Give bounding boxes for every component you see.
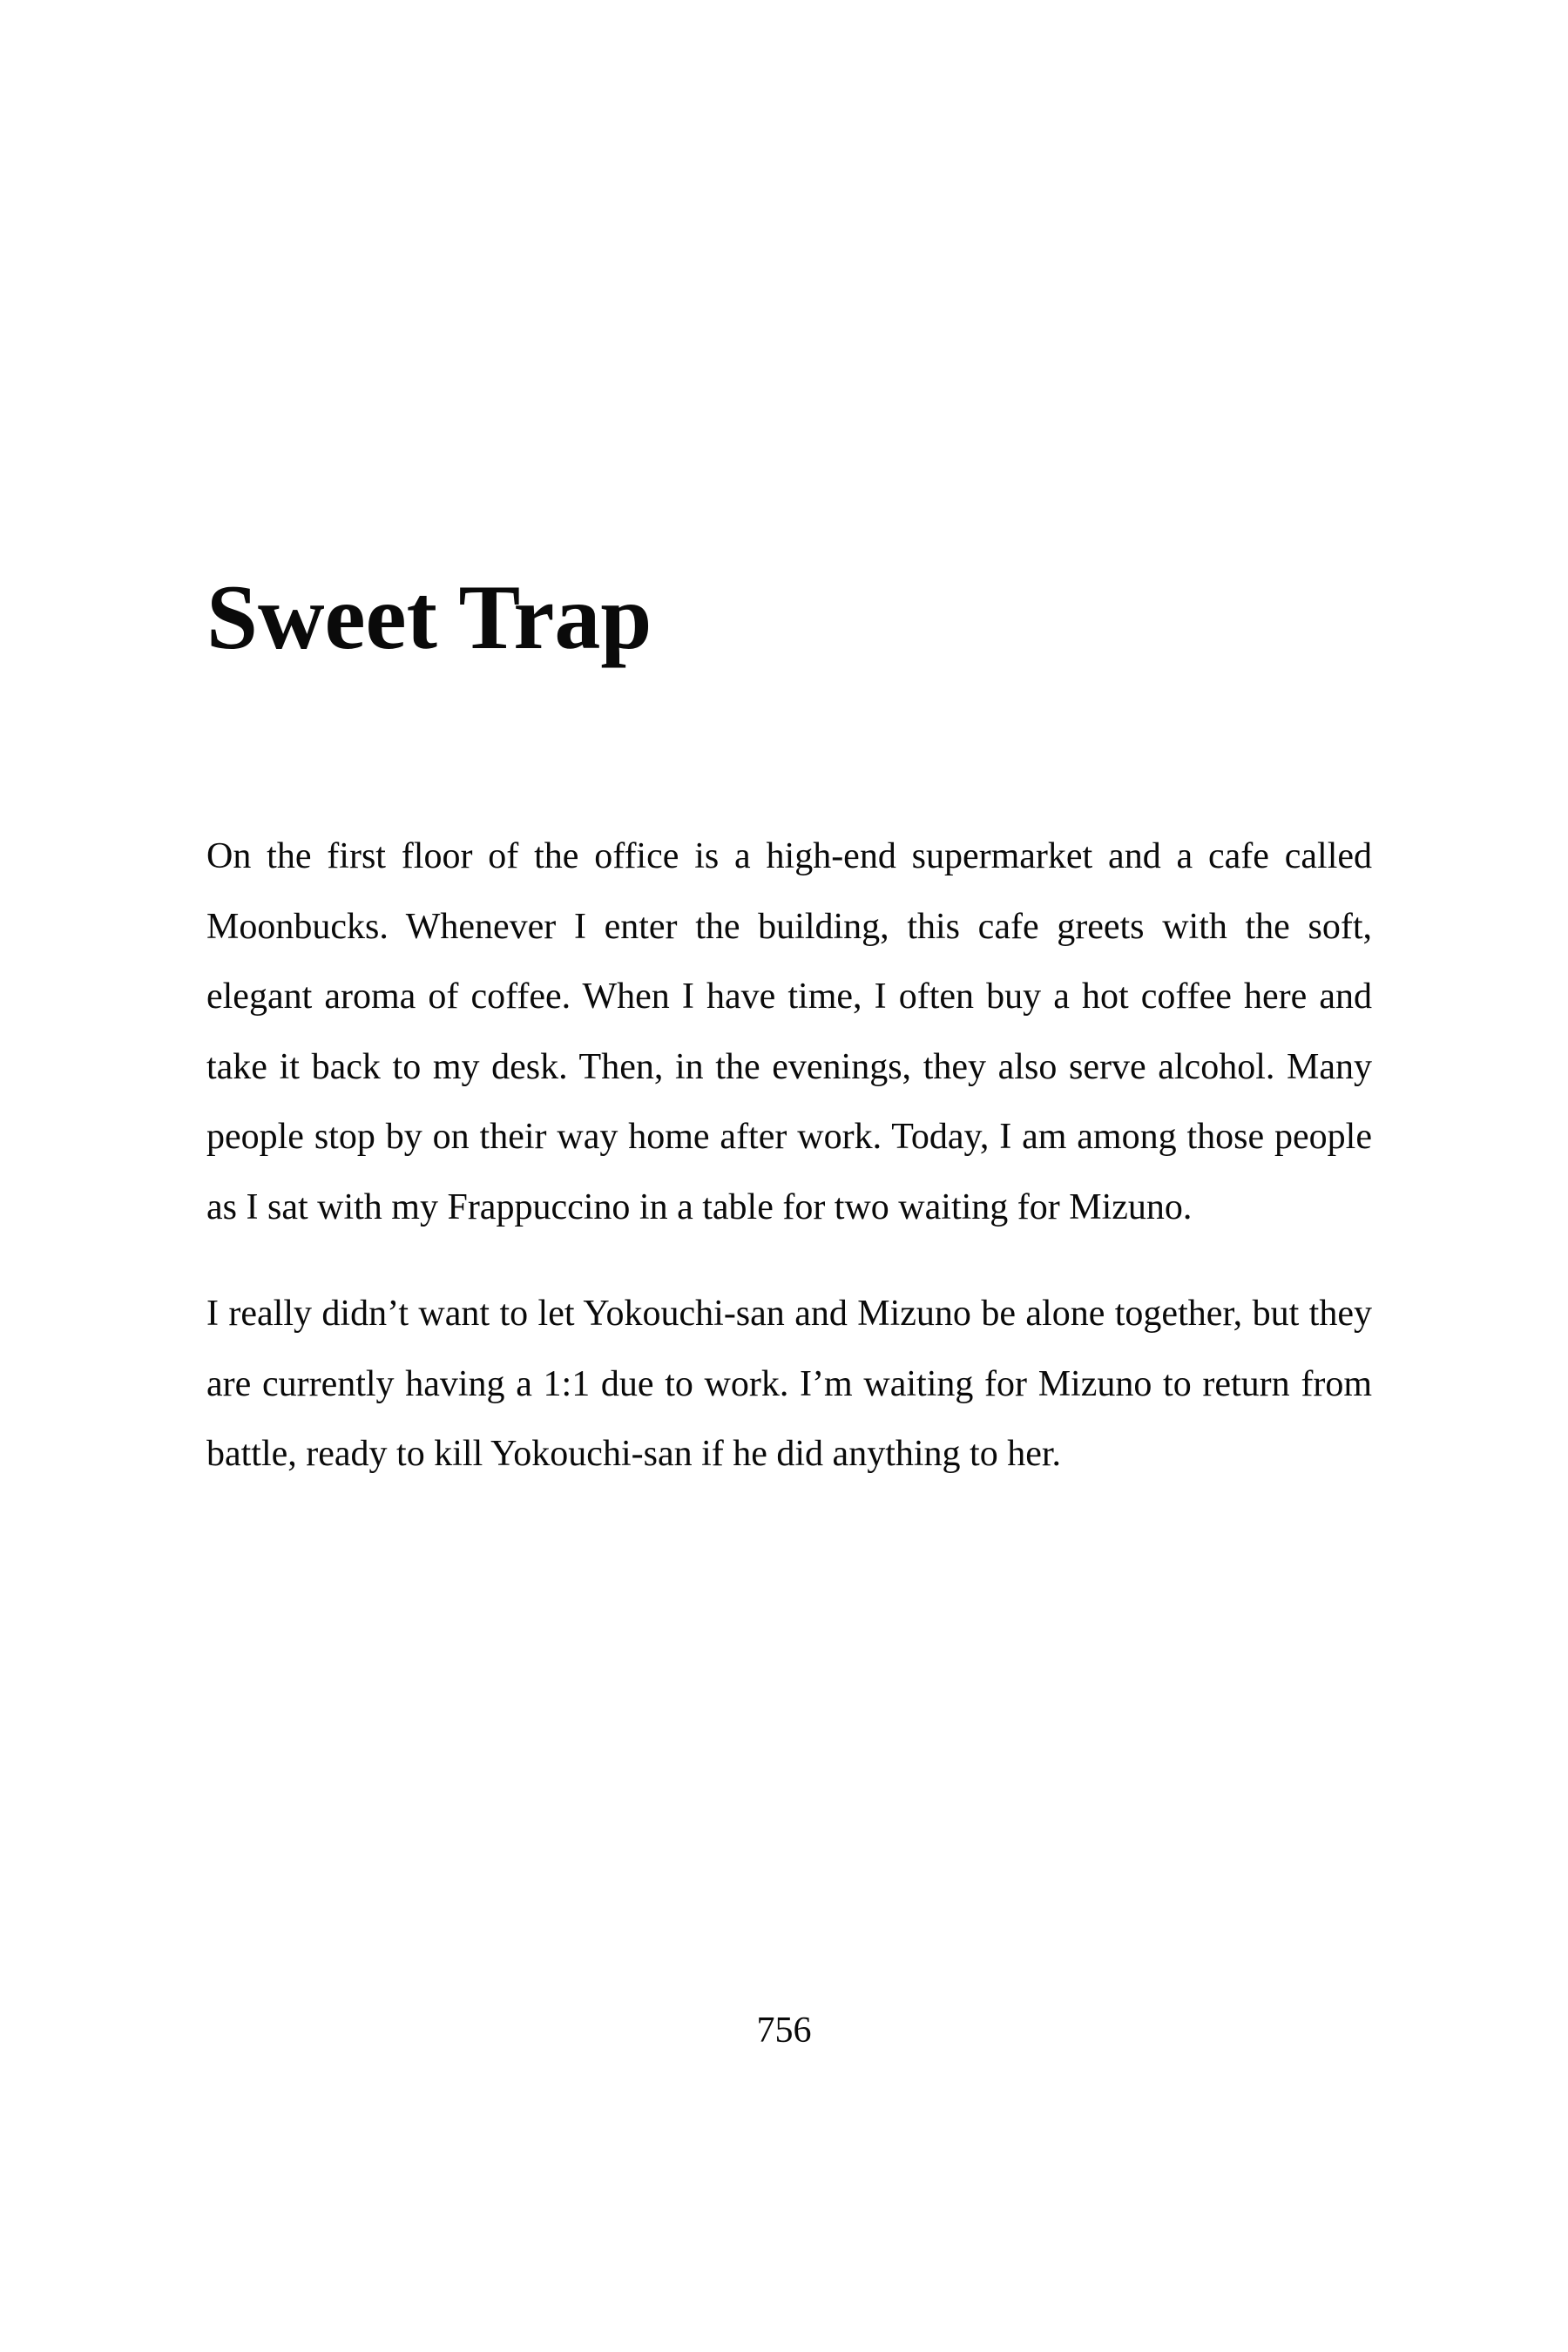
page-number: 756 bbox=[756, 2011, 812, 2051]
chapter-body bbox=[206, 821, 1372, 1490]
chapter-title: Sweet Trap bbox=[206, 566, 652, 668]
paragraph-2: I really didn’t want to let Yokouchi-san and Mizuno be alone together, but they are currently having a 1:1 due to work. I’m waiting for Mizuno to return from battle, ready to kill Yokouchi-san if he did anything to her. bbox=[206, 1294, 1372, 1474]
paragraph-1: On the first floor of the office is a high-end supermarket and a cafe called Moonbucks. Whenever I enter the building, this cafe greets with the soft, elegant aroma of coffee. When I have time, I often buy a hot coffee here and take it back to my desk. Then, in the evenings, they also serve alcohol. Many people stop by on their way home after work. Today, I am among those people as I sat with my Frappuccino in a table for two waiting for Mizuno. bbox=[206, 836, 1372, 1227]
